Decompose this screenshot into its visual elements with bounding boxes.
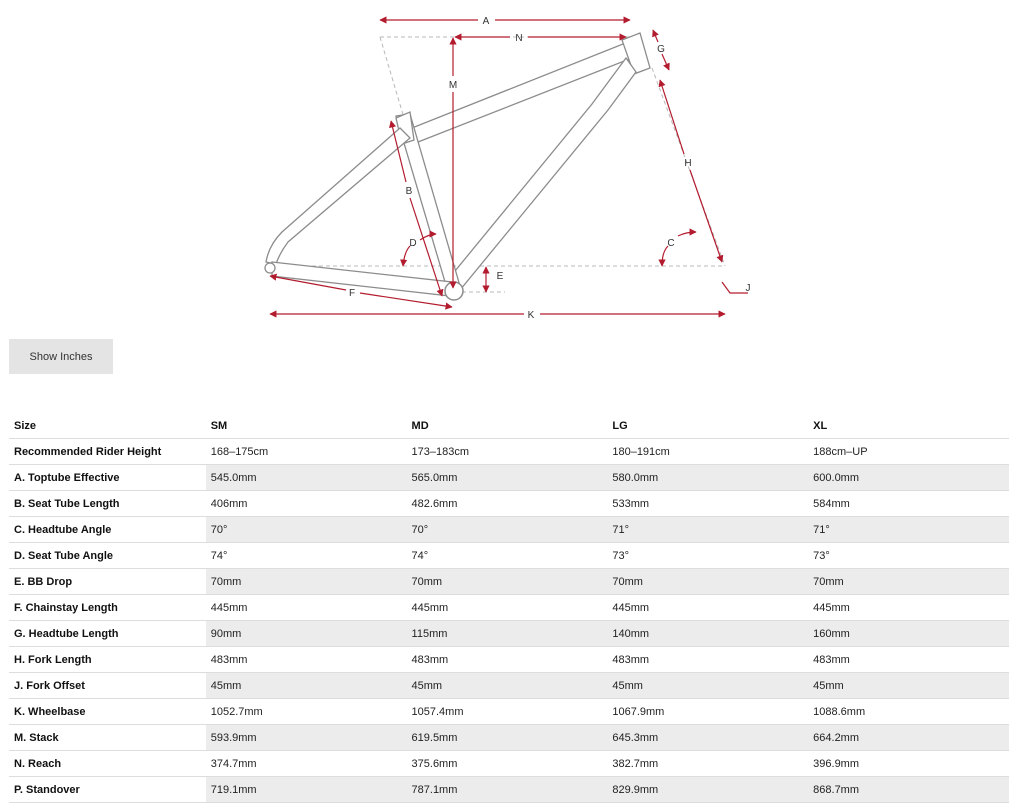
row-value: 483mm <box>607 647 808 673</box>
row-label: F. Chainstay Length <box>9 595 206 621</box>
row-value: 483mm <box>407 647 608 673</box>
row-value: 45mm <box>808 673 1009 699</box>
row-value: 90mm <box>206 621 407 647</box>
row-value: 445mm <box>407 595 608 621</box>
row-value: 829.9mm <box>607 777 808 803</box>
row-value: 74° <box>206 543 407 569</box>
row-value: 180–191cm <box>607 439 808 465</box>
row-value: 868.7mm <box>808 777 1009 803</box>
row-label: Recommended Rider Height <box>9 439 206 465</box>
row-value: 168–175cm <box>206 439 407 465</box>
row-label: G. Headtube Length <box>9 621 206 647</box>
header-lg: LG <box>607 413 808 439</box>
header-md: MD <box>407 413 608 439</box>
row-value: 445mm <box>808 595 1009 621</box>
row-value: 664.2mm <box>808 725 1009 751</box>
guide-lines <box>270 37 725 292</box>
row-value: 584mm <box>808 491 1009 517</box>
row-value: 645.3mm <box>607 725 808 751</box>
row-value: 545.0mm <box>206 465 407 491</box>
table-row <box>9 595 1009 621</box>
label-k: K <box>527 310 535 321</box>
row-label: B. Seat Tube Length <box>9 491 206 517</box>
label-c: C <box>667 238 675 249</box>
header-size: Size <box>9 413 206 439</box>
row-label: D. Seat Tube Angle <box>9 543 206 569</box>
table-row <box>9 569 1009 595</box>
label-h: H <box>684 158 692 169</box>
row-value: 45mm <box>206 673 407 699</box>
row-value: 719.1mm <box>206 777 407 803</box>
row-label: H. Fork Length <box>9 647 206 673</box>
label-j: J <box>745 283 751 294</box>
label-m: M <box>448 80 458 91</box>
geometry-table <box>9 413 1009 803</box>
row-value: 1067.9mm <box>607 699 808 725</box>
row-value: 396.9mm <box>808 751 1009 777</box>
row-value: 580.0mm <box>607 465 808 491</box>
row-value: 1052.7mm <box>206 699 407 725</box>
row-value: 73° <box>808 543 1009 569</box>
label-g: G <box>657 44 665 55</box>
show-inches-button[interactable]: Show Inches <box>9 339 113 374</box>
row-value: 173–183cm <box>407 439 608 465</box>
row-label: E. BB Drop <box>9 569 206 595</box>
row-value: 70° <box>407 517 608 543</box>
row-value: 70mm <box>206 569 407 595</box>
row-value: 70mm <box>808 569 1009 595</box>
row-value: 188cm–UP <box>808 439 1009 465</box>
row-value: 619.5mm <box>407 725 608 751</box>
row-value: 600.0mm <box>808 465 1009 491</box>
row-value: 482.6mm <box>407 491 608 517</box>
row-value: 1057.4mm <box>407 699 608 725</box>
row-value: 382.7mm <box>607 751 808 777</box>
table-row <box>9 699 1009 725</box>
row-value: 406mm <box>206 491 407 517</box>
row-value: 74° <box>407 543 608 569</box>
row-value: 45mm <box>607 673 808 699</box>
row-label: P. Standover <box>9 777 206 803</box>
row-value: 70mm <box>607 569 808 595</box>
label-e: E <box>496 271 504 282</box>
table-row <box>9 543 1009 569</box>
row-label: M. Stack <box>9 725 206 751</box>
label-f: F <box>348 288 356 299</box>
row-value: 160mm <box>808 621 1009 647</box>
row-value: 483mm <box>808 647 1009 673</box>
row-value: 1088.6mm <box>808 699 1009 725</box>
table-row <box>9 465 1009 491</box>
row-value: 115mm <box>407 621 608 647</box>
label-a: A <box>482 16 490 27</box>
row-label: K. Wheelbase <box>9 699 206 725</box>
table-row <box>9 439 1009 465</box>
row-label: N. Reach <box>9 751 206 777</box>
header-xl: XL <box>808 413 1009 439</box>
row-label: C. Headtube Angle <box>9 517 206 543</box>
row-value: 71° <box>607 517 808 543</box>
row-value: 70mm <box>407 569 608 595</box>
row-label: A. Toptube Effective <box>9 465 206 491</box>
row-value: 73° <box>607 543 808 569</box>
table-row <box>9 751 1009 777</box>
label-n: N <box>515 33 523 44</box>
table-row <box>9 491 1009 517</box>
table-row <box>9 647 1009 673</box>
row-value: 70° <box>206 517 407 543</box>
row-value: 483mm <box>206 647 407 673</box>
row-value: 445mm <box>206 595 407 621</box>
row-value: 565.0mm <box>407 465 608 491</box>
row-value: 140mm <box>607 621 808 647</box>
frame-geometry-diagram <box>0 0 1019 330</box>
table-row <box>9 725 1009 751</box>
label-b: B <box>405 186 413 197</box>
row-value: 71° <box>808 517 1009 543</box>
row-value: 374.7mm <box>206 751 407 777</box>
row-value: 45mm <box>407 673 608 699</box>
table-row <box>9 673 1009 699</box>
row-value: 787.1mm <box>407 777 608 803</box>
label-d: D <box>409 238 417 249</box>
row-value: 375.6mm <box>407 751 608 777</box>
bike-frame <box>265 33 650 300</box>
table-row <box>9 517 1009 543</box>
table-row <box>9 777 1009 803</box>
table-header-row <box>9 413 1009 439</box>
row-value: 445mm <box>607 595 808 621</box>
row-value: 593.9mm <box>206 725 407 751</box>
table-row <box>9 621 1009 647</box>
row-value: 533mm <box>607 491 808 517</box>
header-sm: SM <box>206 413 407 439</box>
row-label: J. Fork Offset <box>9 673 206 699</box>
